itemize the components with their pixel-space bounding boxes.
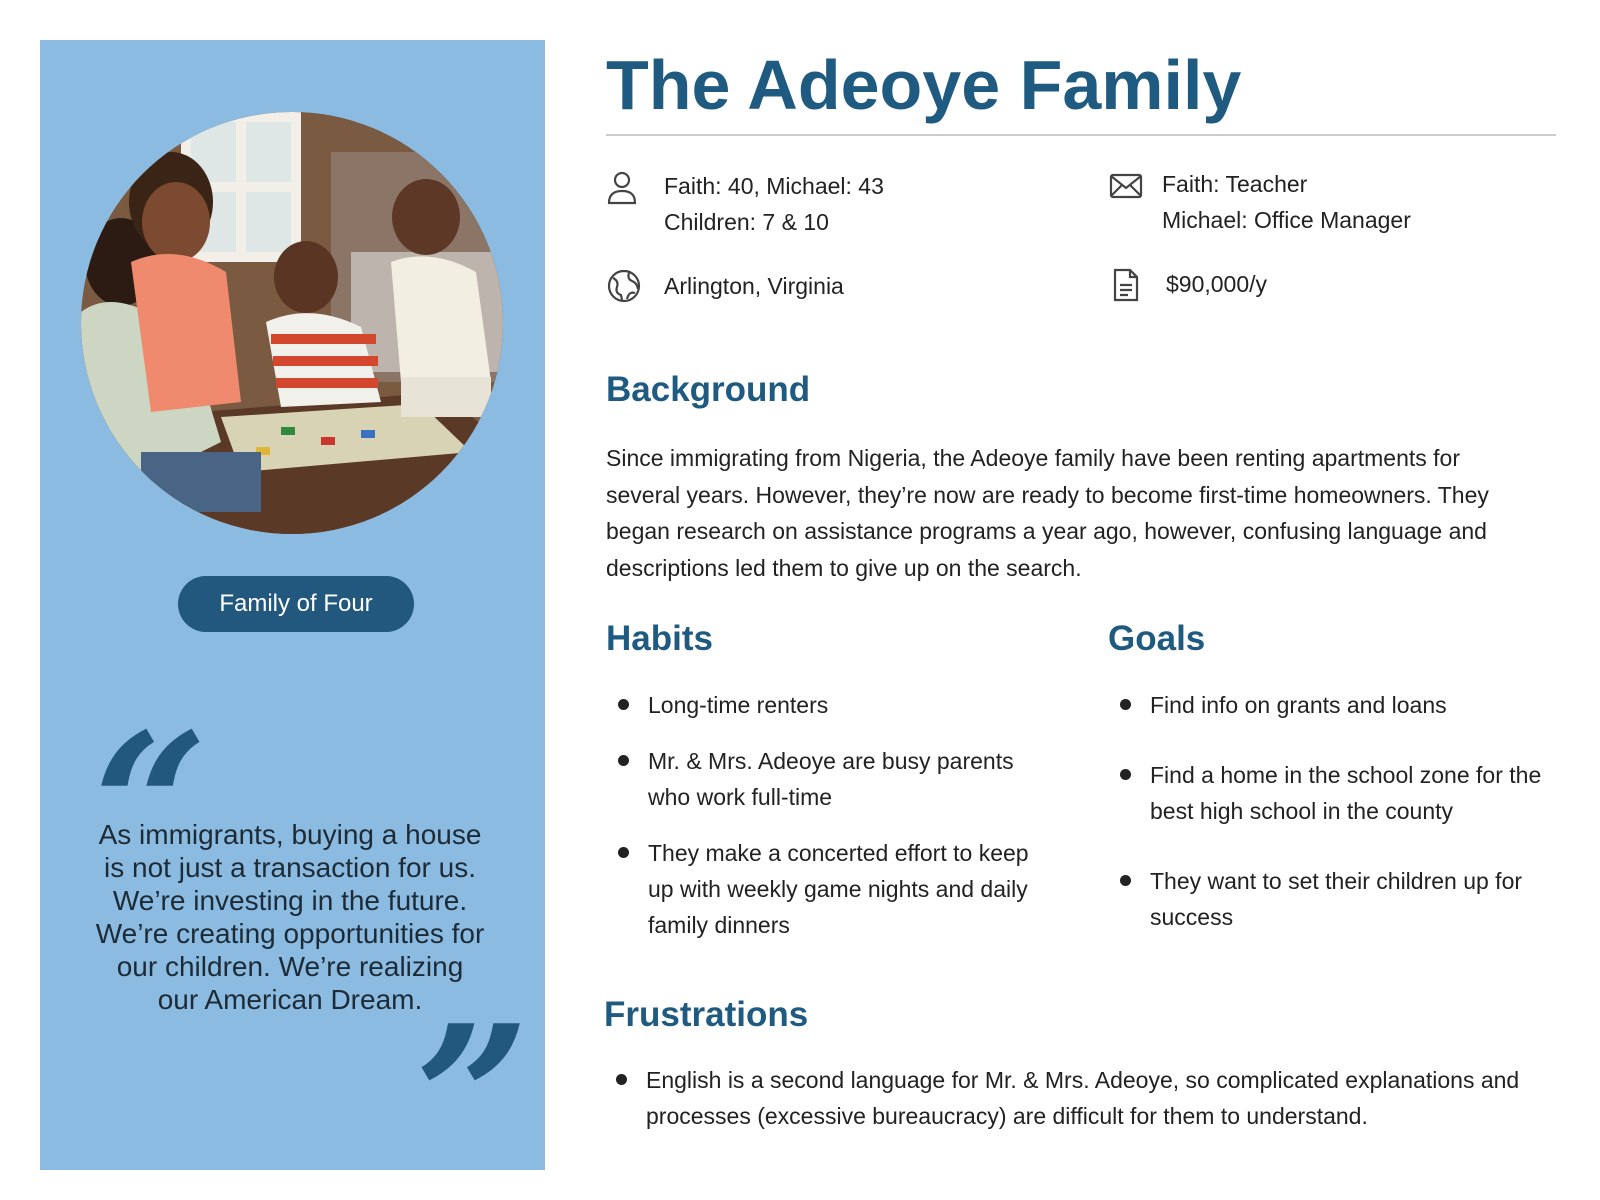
occupations-info — [1162, 166, 1411, 238]
page-title: The Adeoye Family — [606, 46, 1242, 124]
ages-line-2: Children: 7 & 10 — [664, 209, 829, 235]
ages-line-1: Faith: 40, Michael: 43 — [664, 173, 884, 199]
ages-info — [664, 168, 884, 240]
family-photo-illustration — [81, 112, 503, 534]
persona-quote: As immigrants, buying a house is not just a transaction for us. We’re investing in the future. We’re creating opportunities for our children. We’re realizing our American Dream. — [95, 819, 485, 1015]
envelope-icon — [1109, 172, 1143, 205]
occupation-line-2: Michael: Office Manager — [1162, 207, 1411, 233]
habits-list — [606, 687, 1036, 943]
person-icon — [606, 170, 638, 211]
habit-item: Mr. & Mrs. Adeoye are busy parents who work full-time — [606, 743, 1036, 815]
globe-icon — [607, 269, 641, 308]
title-divider — [606, 134, 1556, 136]
goal-item: Find info on grants and loans — [1108, 687, 1556, 723]
income-info: $90,000/y — [1166, 271, 1268, 297]
occupation-line-1: Faith: Teacher — [1162, 171, 1308, 197]
document-icon — [1112, 268, 1140, 307]
close-quote-icon: ” — [415, 1020, 531, 1140]
open-quote-icon: “ — [93, 728, 209, 848]
frustration-item: English is a second language for Mr. & Mrs. Adeoye, so complicated explanations and processes (excessive bureaucracy) are difficult for them to understand. — [604, 1062, 1534, 1134]
habit-item: They make a concerted effort to keep up with weekly game nights and daily family dinners — [606, 835, 1036, 943]
habits-heading: Habits — [606, 619, 713, 658]
goals-heading: Goals — [1108, 619, 1206, 658]
goal-item: Find a home in the school zone for the best high school in the county — [1108, 757, 1556, 829]
background-text: Since immigrating from Nigeria, the Adeoye family have been renting apartments for several years. However, they’re now are ready to become first-time homeowners. They began research on assistance programs a year ago, however, confusing language and descriptions led them to give up on the search. — [606, 445, 1489, 581]
frustrations-list — [604, 1062, 1534, 1134]
frustrations-heading: Frustrations — [604, 995, 809, 1034]
persona-tag: Family of Four — [178, 576, 414, 632]
goal-item: They want to set their children up for success — [1108, 863, 1556, 935]
goals-list — [1108, 687, 1556, 935]
location-info: Arlington, Virginia — [664, 273, 844, 299]
persona-sidebar — [40, 40, 545, 1170]
family-photo — [81, 112, 503, 534]
habit-item: Long-time renters — [606, 687, 1036, 723]
background-heading: Background — [606, 370, 811, 409]
